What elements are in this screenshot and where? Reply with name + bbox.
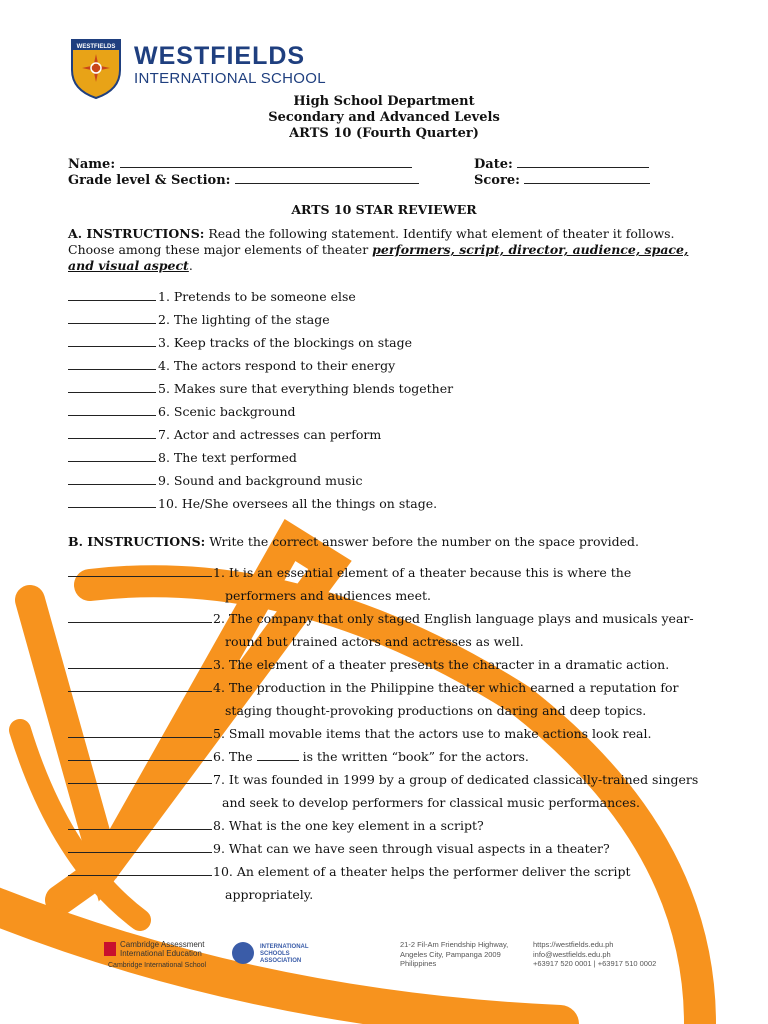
- part-a-item-text: 10. He/She oversees all the things on stage.: [158, 496, 438, 511]
- address-line: 21-2 Fil-Am Friendship Highway,: [400, 940, 509, 949]
- part-b-instructions: [68, 534, 708, 550]
- part-b-item-text: 7. It was founded in 1999 by a group of dedicated classically-trained singers: [213, 772, 699, 787]
- part-b-label: B. INSTRUCTIONS:: [68, 534, 206, 549]
- part-b-item: [68, 745, 728, 768]
- part-b-item-text: 1. It is an essential element of a theater because this is where the: [213, 565, 632, 580]
- answer-blank[interactable]: [68, 312, 156, 324]
- part-a-item: [68, 358, 395, 374]
- school-contact: [533, 940, 656, 969]
- part-a-item: [68, 496, 437, 512]
- answer-blank[interactable]: [68, 335, 156, 347]
- score-label: Score:: [474, 173, 520, 188]
- subject-line: ARTS 10 (Fourth Quarter): [289, 126, 479, 141]
- part-b-item-text: 9. What can we have seen through visual aspects in a theater?: [213, 841, 610, 856]
- part-b-item: [68, 607, 728, 653]
- part-b-item-continuation: round but trained actors and actresses as well.: [225, 634, 524, 649]
- levels-line: Secondary and Advanced Levels: [268, 110, 500, 125]
- answer-blank[interactable]: [68, 726, 212, 738]
- isa-line3: ASSOCIATION: [260, 958, 302, 964]
- part-a-item-text: 4. The actors respond to their energy: [158, 358, 396, 373]
- cambridge-line2: International Education: [120, 949, 202, 958]
- grade-section-label: Grade level & Section:: [68, 173, 231, 188]
- answer-blank[interactable]: [68, 611, 212, 623]
- part-a-item: [68, 381, 453, 397]
- part-a-item-text: 1. Pretends to be someone else: [158, 289, 356, 304]
- email-link[interactable]: info@westfields.edu.ph: [533, 949, 611, 959]
- school-address: [400, 940, 508, 969]
- part-b-item-text-start: 6. The: [213, 749, 257, 764]
- part-a-item: [68, 473, 362, 489]
- part-a-item-text: 2. The lighting of the stage: [158, 312, 330, 327]
- part-b-item-text: 8. What is the one key element in a script?: [213, 818, 484, 833]
- school-name: [134, 42, 326, 88]
- part-a-item: [68, 312, 330, 328]
- part-b-item: [68, 768, 728, 814]
- score-field: [474, 171, 650, 188]
- part-b-item-text: 5. Small movable items that the actors use to make actions look real.: [213, 726, 652, 741]
- part-b-item-text: 10. An element of a theater helps the performer deliver the script: [213, 864, 631, 879]
- answer-blank[interactable]: [68, 427, 156, 439]
- isa-globe-icon: [232, 942, 254, 964]
- website-link[interactable]: https://westfields.edu.ph: [533, 940, 614, 949]
- part-a-elements-list: performers, script, director, audience, space, and visual aspect: [68, 242, 689, 273]
- isa-line2: SCHOOLS: [260, 951, 290, 957]
- part-a-item: [68, 335, 412, 351]
- phone-numbers: +63917 520 0001 | +63917 510 0002: [533, 959, 657, 968]
- name-blank[interactable]: [120, 155, 412, 168]
- part-b-item-continuation: appropriately.: [225, 887, 314, 902]
- part-b-item: [68, 722, 728, 745]
- answer-blank[interactable]: [68, 381, 156, 393]
- grade-section-blank[interactable]: [235, 171, 419, 184]
- inline-answer-blank[interactable]: [257, 749, 299, 761]
- part-b-item-continuation: staging thought-provoking productions on daring and deep topics.: [225, 703, 647, 718]
- cambridge-shield-icon: [104, 942, 116, 956]
- answer-blank[interactable]: [68, 450, 156, 462]
- score-blank[interactable]: [524, 171, 650, 184]
- part-a-item-text: 7. Actor and actresses can perform: [158, 427, 382, 442]
- part-b-item: [68, 653, 728, 676]
- answer-blank[interactable]: [68, 404, 156, 416]
- part-b-item-text: 2. The company that only staged English language plays and musicals year-: [213, 611, 694, 626]
- part-a-instructions: [68, 226, 708, 274]
- school-name-line1: WESTFIELDS: [134, 42, 306, 70]
- answer-blank[interactable]: [68, 496, 156, 508]
- part-a-text: Read the following statement. Identify what element of theater it follows. Choose among these major elements of theater: [68, 226, 675, 257]
- part-b-item: [68, 561, 728, 607]
- part-a-item: [68, 404, 296, 420]
- part-b-item-text-end: is the written “book” for the actors.: [298, 749, 529, 764]
- answer-blank[interactable]: [68, 289, 156, 301]
- answer-blank[interactable]: [68, 841, 212, 853]
- part-a-end: .: [188, 258, 193, 273]
- part-b-item: [68, 837, 728, 860]
- answer-blank[interactable]: [68, 565, 212, 577]
- part-b-item: [68, 676, 728, 722]
- part-b-item: [68, 860, 728, 906]
- cambridge-line1: Cambridge Assessment: [120, 940, 205, 949]
- address-line: Philippines: [400, 959, 437, 968]
- answer-blank[interactable]: [68, 680, 212, 692]
- answer-blank[interactable]: [68, 772, 212, 784]
- department-line: High School Department: [293, 94, 475, 109]
- answer-blank[interactable]: [68, 864, 212, 876]
- part-b-item-text: 3. The element of a theater presents the character in a dramatic action.: [213, 657, 670, 672]
- reviewer-title: ARTS 10 STAR REVIEWER: [291, 202, 477, 217]
- part-a-item-text: 5. Makes sure that everything blends together: [158, 381, 454, 396]
- department-heading: [0, 94, 768, 142]
- school-name-line2: INTERNATIONAL SCHOOL: [134, 70, 326, 87]
- part-a-item: [68, 427, 381, 443]
- date-field: [474, 155, 649, 172]
- answer-blank[interactable]: [68, 473, 156, 485]
- date-label: Date:: [474, 157, 513, 172]
- part-b-item-continuation: performers and audiences meet.: [225, 588, 431, 603]
- address-line: Angeles City, Pampanga 2009: [400, 949, 501, 959]
- cambridge-subtitle: Cambridge International School: [108, 962, 207, 969]
- part-a-item: [68, 450, 297, 466]
- answer-blank[interactable]: [68, 749, 212, 761]
- part-b-text: Write the correct answer before the number on the space provided.: [205, 534, 639, 549]
- grade-section-field: [68, 171, 419, 188]
- part-a-item-text: 9. Sound and background music: [158, 473, 363, 488]
- part-b-item-text: 4. The production in the Philippine theater which earned a reputation for: [213, 680, 679, 695]
- part-b-item: [68, 814, 728, 837]
- date-blank[interactable]: [517, 155, 649, 168]
- part-a-item: [68, 289, 356, 305]
- part-b-item-continuation: and seek to develop performers for classical music performances.: [222, 795, 640, 810]
- answer-blank[interactable]: [68, 657, 212, 669]
- name-label: Name:: [68, 157, 116, 172]
- part-a-item-text: 6. Scenic background: [158, 404, 296, 419]
- shield-banner-text: WESTFIELDS: [76, 44, 116, 50]
- part-a-item-text: 8. The text performed: [158, 450, 297, 465]
- answer-blank[interactable]: [68, 818, 212, 830]
- name-field: [68, 155, 412, 172]
- part-a-label: A. INSTRUCTIONS:: [68, 226, 205, 241]
- isa-line1: INTERNATIONAL: [260, 944, 309, 950]
- part-a-item-text: 3. Keep tracks of the blockings on stage: [158, 335, 413, 350]
- school-shield-icon: [68, 36, 124, 100]
- answer-blank[interactable]: [68, 358, 156, 370]
